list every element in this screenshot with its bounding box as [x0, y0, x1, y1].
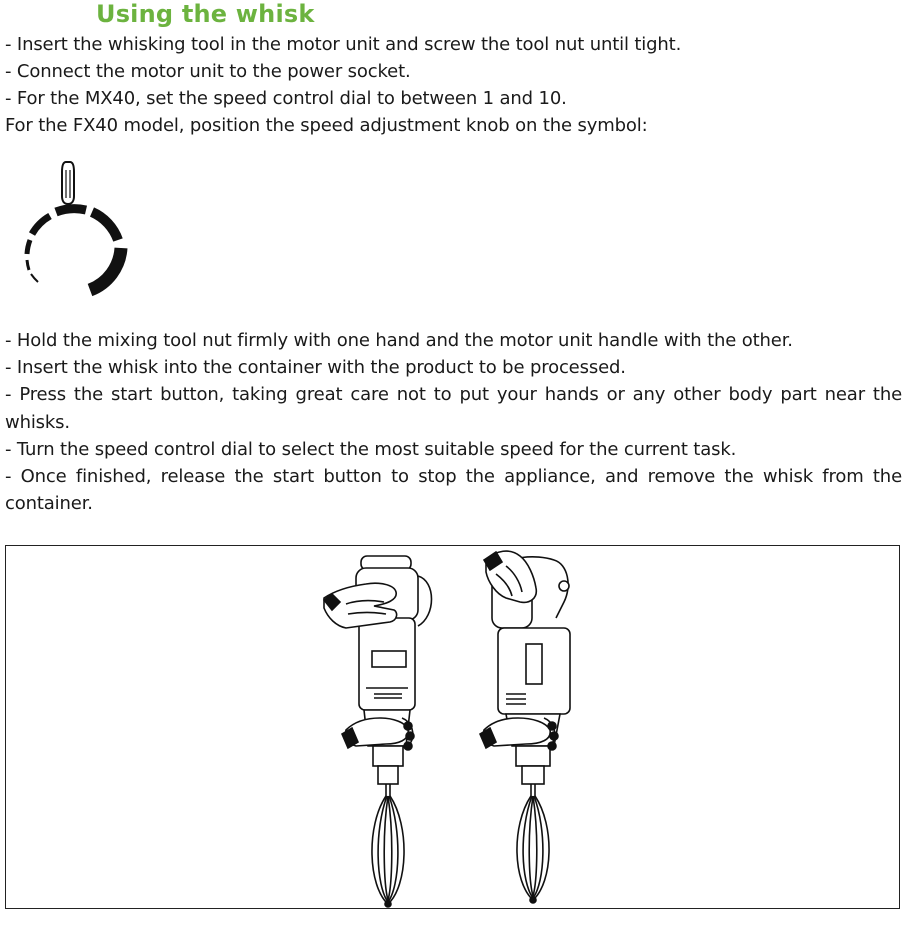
instruction-line: - Insert the whisk into the container with the product to be processed. — [5, 357, 626, 379]
whisk-mixer-hands-illustration — [6, 546, 899, 908]
operation-instructions — [5, 327, 902, 517]
instruction-line: - Connect the motor unit to the power socket. — [5, 61, 411, 82]
section-heading: Using the whisk — [96, 0, 315, 28]
instruction-line: - Once finished, release the start button to stop the appliance, and remove the whisk from the container. — [5, 466, 902, 515]
illustration-frame — [5, 545, 900, 909]
setup-instructions — [5, 31, 905, 139]
instruction-line: - Turn the speed control dial to select the most suitable speed for the current task. — [5, 438, 737, 460]
instruction-line: - For the MX40, set the speed control dial to between 1 and 10. — [5, 88, 567, 109]
speed-knob-symbol-icon — [18, 160, 130, 300]
instruction-line: - Insert the whisking tool in the motor unit and screw the tool nut until tight. — [5, 34, 682, 55]
instruction-line: - Press the start button, taking great care not to put your hands or any other body part near the whisks. — [5, 384, 902, 433]
instruction-line: - Hold the mixing tool nut firmly with one hand and the motor unit handle with the other. — [5, 330, 793, 351]
instruction-line: For the FX40 model, position the speed adjustment knob on the symbol: — [5, 115, 648, 136]
